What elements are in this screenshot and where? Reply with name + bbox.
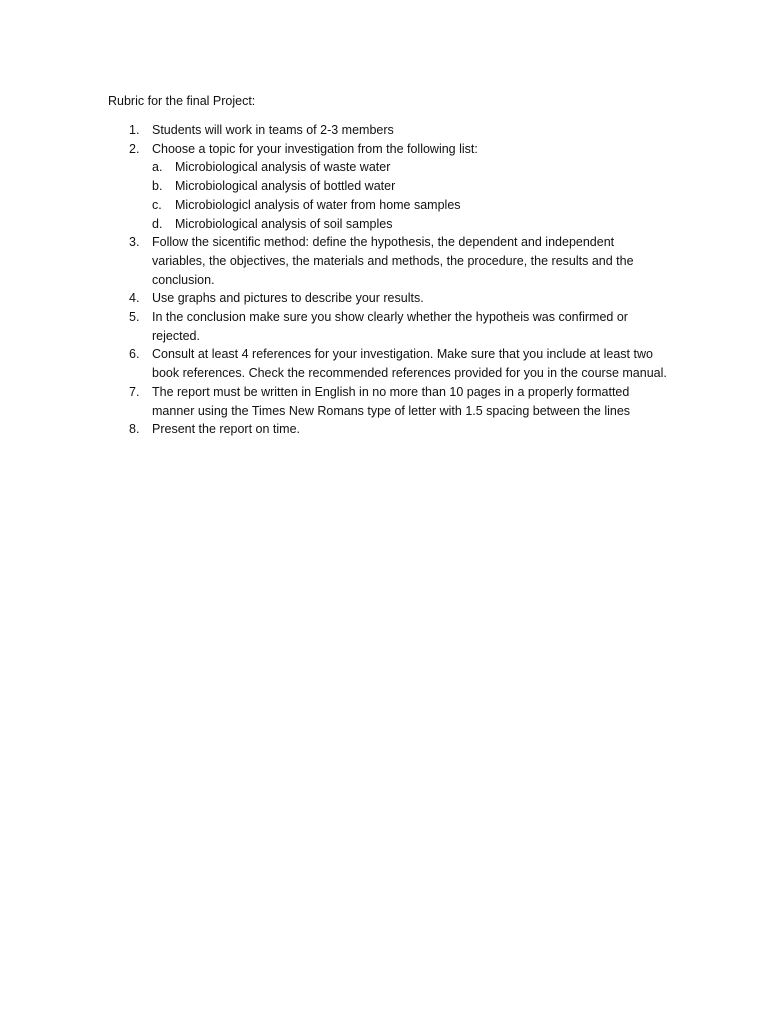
item-text: Choose a topic for your investigation from the following list:	[152, 141, 478, 156]
item-number: 4.	[129, 291, 140, 306]
rubric-item-3	[108, 233, 668, 289]
item-number: 8.	[129, 422, 140, 437]
item-text: Use graphs and pictures to describe your results.	[152, 291, 424, 306]
topic-item-b	[152, 177, 668, 196]
topic-text: Microbiological analysis of soil samples	[175, 216, 393, 231]
topic-letter: b.	[152, 179, 163, 194]
rubric-list	[108, 121, 668, 439]
item-number: 5.	[129, 310, 140, 325]
item-number: 2.	[129, 141, 140, 156]
topic-text: Microbiologicl analysis of water from home samples	[175, 197, 461, 212]
rubric-item-6	[108, 345, 668, 382]
topic-text: Microbiological analysis of bottled water	[175, 179, 396, 194]
item-number: 7.	[129, 384, 140, 399]
item-text: Present the report on time.	[152, 422, 300, 437]
rubric-item-2	[108, 140, 668, 234]
rubric-item-1	[108, 121, 668, 140]
item-text: Students will work in teams of 2-3 members	[152, 123, 394, 137]
document-title: Rubric for the final Project:	[108, 94, 256, 108]
topic-letter: c.	[152, 197, 162, 212]
topic-text: Microbiological analysis of waste water	[175, 160, 391, 175]
topic-letter: d.	[152, 216, 163, 231]
item-text: Follow the sicentific method: define the hypothesis, the dependent and independent variables, the objectives, the materials and methods, the procedure, the results and the conclusion.	[152, 235, 634, 287]
topic-item-d	[152, 215, 668, 234]
topic-letter: a.	[152, 160, 163, 175]
rubric-item-8	[108, 420, 668, 439]
item-number: 1.	[129, 123, 140, 137]
topic-item-c	[152, 196, 668, 215]
topic-item-a	[152, 158, 668, 177]
item-text: The report must be written in English in no more than 10 pages in a properly formatted manner using the Times New Romans type of letter with 1.5 spacing between the lines	[152, 384, 631, 418]
item-number: 6.	[129, 347, 140, 362]
rubric-item-5	[108, 308, 668, 345]
rubric-item-4	[108, 289, 668, 308]
rubric-item-7	[108, 383, 668, 420]
item-text: In the conclusion make sure you show clearly whether the hypotheis was confirmed or rejected.	[152, 310, 628, 343]
item-number: 3.	[129, 235, 140, 250]
topic-list	[152, 158, 668, 233]
item-text: Consult at least 4 references for your investigation. Make sure that you include at least two book references. Check the recommended references provided for you in the course manual.	[152, 347, 667, 381]
